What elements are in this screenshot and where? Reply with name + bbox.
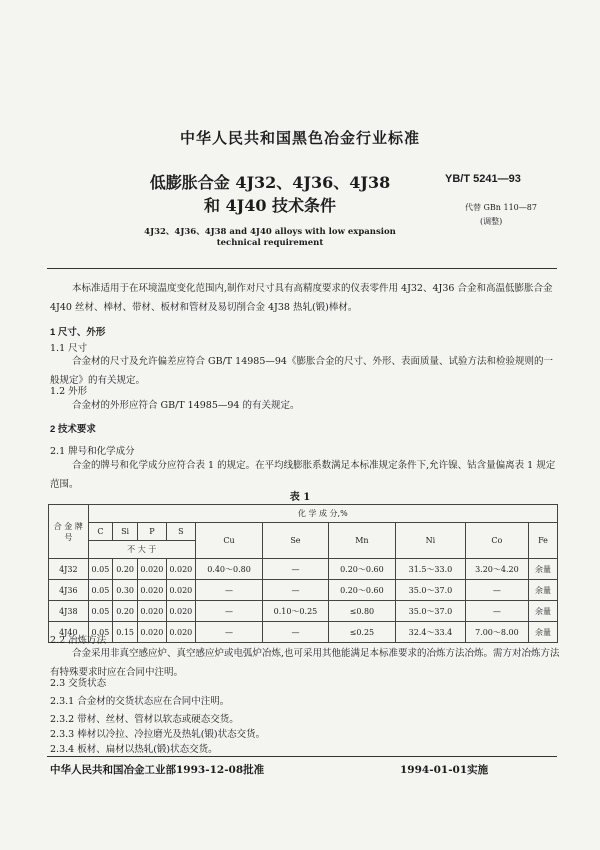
cell-ni: 32.4～33.4 [396,622,466,643]
table-row [49,601,558,622]
col-si: Si [113,523,138,541]
header-divider [47,268,557,269]
cell-ni: 35.0～37.0 [396,601,466,622]
implementation-date: 1994-01-01实施 [400,764,489,776]
cell-cu: — [195,601,263,622]
cell-se: 0.10～0.25 [263,601,328,622]
section-1-heading: 1 尺寸、外形 [50,327,106,338]
section-1-2-text: 合金材的外形应符合 GB/T 14985—94 的有关规定。 [72,400,300,411]
cell-grade: 4J40 [49,622,89,643]
english-title-line2: technical requirement [216,238,324,248]
cell-co: 7.00～8.00 [465,622,528,643]
cell-c: 0.05 [88,601,113,622]
col-cu: Cu [195,523,263,559]
section-2-1-heading: 2.1 牌号和化学成分 [50,446,135,457]
cell-mn: 0.20～0.60 [328,580,396,601]
section-2-3-4: 2.3.4 板材、扁材以热轧(锻)状态交货。 [50,744,218,755]
cell-co: — [465,601,528,622]
standard-category-title: 中华人民共和国黑色冶金行业标准 [179,129,420,147]
section-2-heading: 2 技术要求 [50,424,96,435]
cell-grade: 4J38 [49,601,89,622]
cell-c: 0.05 [88,580,113,601]
table-row [49,622,558,643]
composition-header: 化 学 成 分,% [88,505,557,523]
intro-paragraph: 本标准适用于在环境温度变化范围内,制作对尺寸具有高精度要求的仪表零件用 4J32、4J36 合金和高温低膨胀合金 4J40 丝材、棒材、带材、板材和管材及易切削合金 4J38 热轧(锻)棒材。 [50,283,553,313]
col-s: S [166,523,195,541]
cell-ni: 35.0～37.0 [396,580,466,601]
cell-se: — [263,622,328,643]
cell-si: 0.30 [113,580,138,601]
cell-mn: ≤0.25 [328,622,396,643]
cell-s: 0.020 [166,580,195,601]
section-2-2-heading: 2.2 冶炼方法 [50,635,107,646]
cell-grade: 4J32 [49,559,89,580]
section-1-1-text: 合金材的尺寸及允许偏差应符合 GB/T 14985—94《膨胀合金的尺寸、外形、表面质量、试验方法和检验规则的一般规定》的有关规定。 [50,356,553,386]
cell-p: 0.020 [137,622,166,643]
cell-p: 0.020 [137,601,166,622]
cell-mn: 0.20～0.60 [328,559,396,580]
col-mn: Mn [328,523,396,559]
section-2-3-1: 2.3.1 合金材的交货状态应在合同中注明。 [50,696,230,707]
section-2-3-2: 2.3.2 带材、丝材、管材以软态或硬态交货。 [50,714,239,725]
col-fe: Fe [528,523,557,559]
col-co: Co [465,523,528,559]
cell-fe: 余量 [528,559,557,580]
section-1-1-heading: 1.1 尺寸 [50,343,88,354]
cell-s: 0.020 [166,559,195,580]
col-se: Se [263,523,328,559]
section-2-2-text: 合金采用非真空感应炉、真空感应炉或电弧炉冶炼,也可采用其他能满足本标准要求的冶炼方法冶炼。需方对冶炼方法有特殊要求时应在合同中注明。 [50,648,560,678]
approval-note: 中华人民共和国冶金工业部1993-12-08批准 [50,764,265,776]
cell-c: 0.05 [88,622,113,643]
cell-p: 0.020 [137,559,166,580]
cell-grade: 4J36 [49,580,89,601]
cell-fe: 余量 [528,580,557,601]
document-title-line2: 和 4J40 技术条件 [203,196,337,215]
section-2-1-text: 合金的牌号和化学成分应符合表 1 的规定。在平均线膨胀系数满足本标准规定条件下,允许镍、钴含量偏离表 1 规定范围。 [50,460,556,490]
replaces-note: 代替 GBn 110—87 [465,203,537,212]
cell-se: — [263,559,328,580]
composition-table [48,504,558,643]
cell-cu: 0.40～0.80 [195,559,263,580]
english-title-line1: 4J32、4J36、4J38 and 4J40 alloys with low expansion [144,227,396,237]
standard-code: YB/T 5241—93 [445,173,521,185]
cell-p: 0.020 [137,580,166,601]
table-row [49,580,558,601]
cell-co: 3.20～4.20 [465,559,528,580]
col-ni: Ni [396,523,466,559]
footer-divider [47,756,557,757]
cell-si: 0.20 [113,601,138,622]
col-p: P [137,523,166,541]
cell-fe: 余量 [528,622,557,643]
section-2-3-3: 2.3.3 棒材以冷拉、冷拉磨光及热轧(锻)状态交货。 [50,729,266,740]
cell-cu: — [195,622,263,643]
section-1-2-heading: 1.2 外形 [50,386,88,397]
cell-fe: 余量 [528,601,557,622]
cell-c: 0.05 [88,559,113,580]
section-2-3-heading: 2.3 交货状态 [50,678,107,689]
cell-ni: 31.5～33.0 [396,559,466,580]
table-row [49,559,558,580]
cell-cu: — [195,580,263,601]
document-title-line1: 低膨胀合金 4J32、4J36、4J38 [149,173,391,192]
cell-si: 0.15 [113,622,138,643]
cell-se: — [263,580,328,601]
cell-s: 0.020 [166,622,195,643]
table-title: 表 1 [289,492,311,503]
grade-header: 合 金 牌 号 [49,505,89,559]
cell-co: — [465,580,528,601]
not-greater-label: 不 大 于 [88,541,195,559]
cell-mn: ≤0.80 [328,601,396,622]
cell-s: 0.020 [166,601,195,622]
col-c: C [88,523,113,541]
cell-si: 0.20 [113,559,138,580]
adjusted-note: (调整) [480,217,503,226]
